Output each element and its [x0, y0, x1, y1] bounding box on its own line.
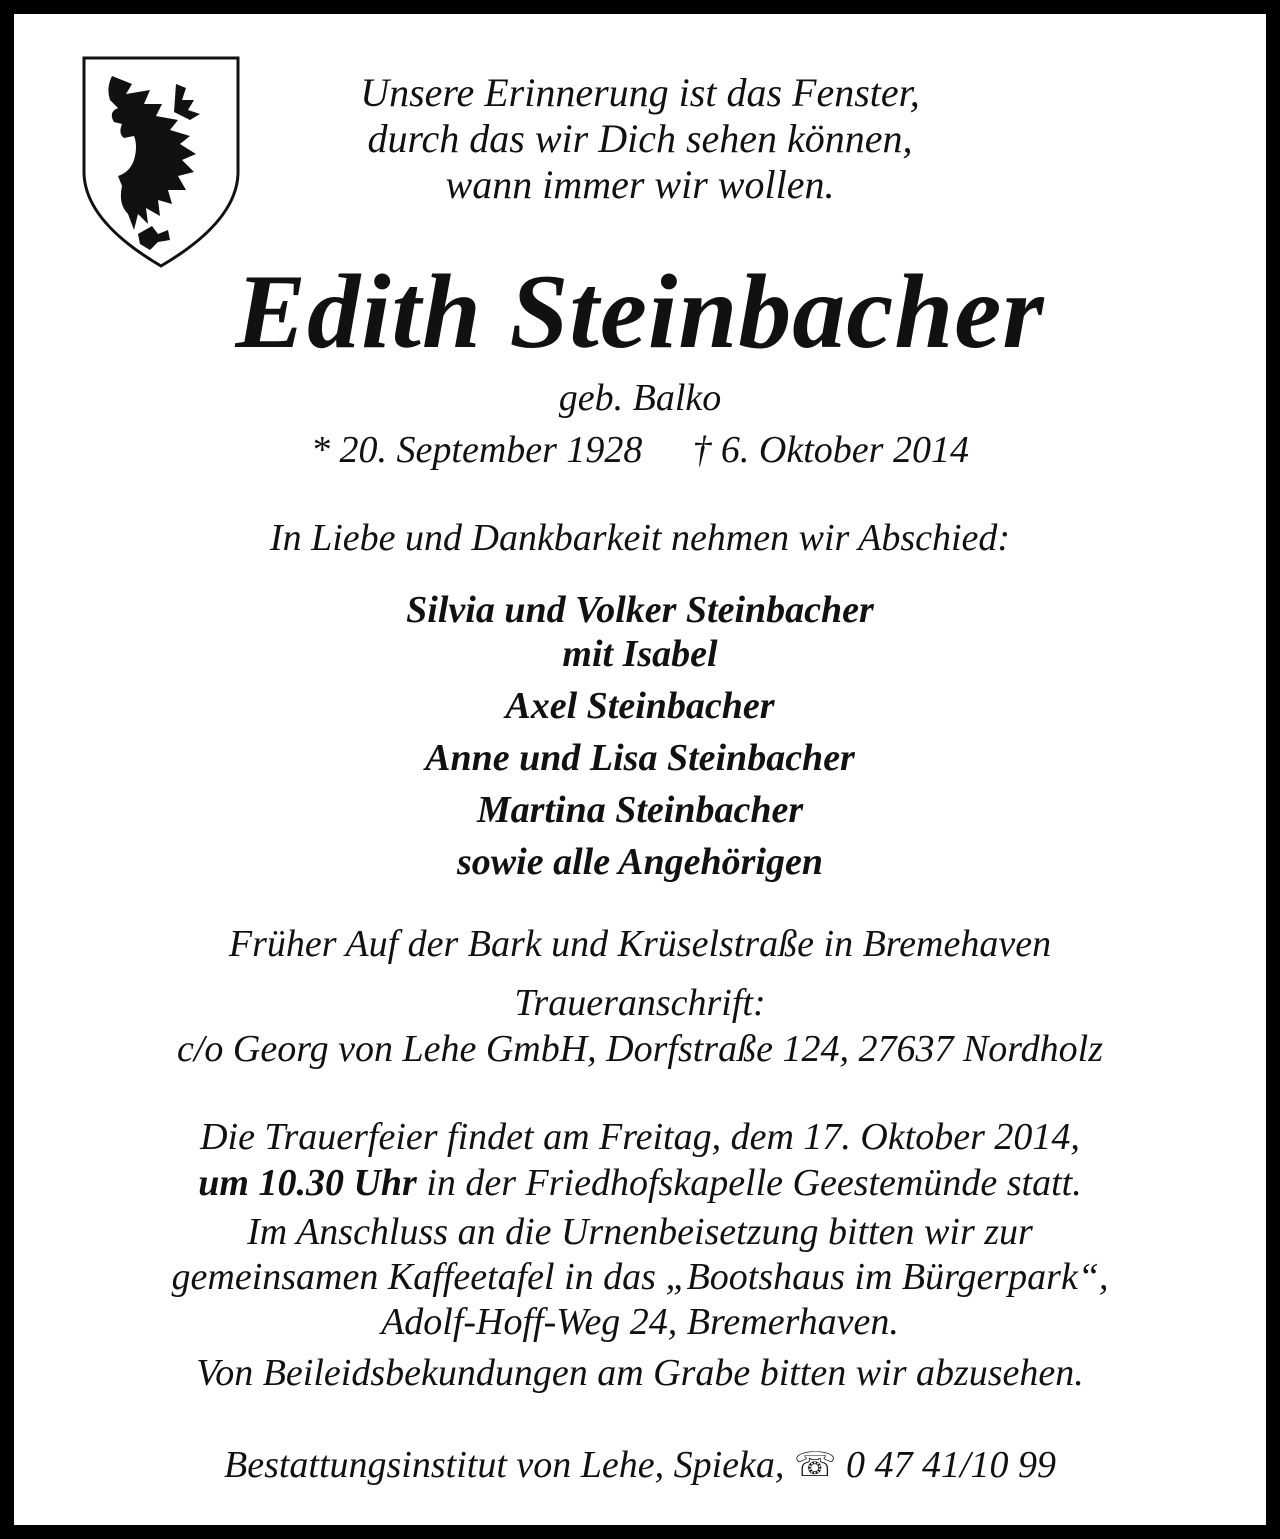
mourner-item: sowie alle Angehörigen: [457, 841, 823, 883]
ceremony-line-2: [14, 1160, 1266, 1206]
mourner-item: Anne und Lisa Steinbacher: [425, 737, 855, 779]
mourning-address: [14, 980, 1266, 1072]
ceremony-time: um 10.30 Uhr: [198, 1162, 417, 1204]
poem-line-1: Unsere Erinnerung ist das Fenster,: [360, 70, 920, 115]
funeral-home: [14, 1442, 1266, 1489]
maiden-name: geb. Balko: [558, 377, 722, 419]
ceremony-location: in der Friedhofskapelle Geestemünde statt.: [416, 1162, 1082, 1204]
poem-line-2: durch das wir Dich sehen können,: [367, 116, 913, 161]
funeral-home-phone: 0 47 41/10 99: [845, 1444, 1057, 1486]
poem-line-3: wann immer wir wollen.: [445, 162, 835, 207]
mourner-item: Martina Steinbacher: [476, 789, 804, 831]
address-label: Traueranschrift:: [514, 982, 766, 1024]
life-dates: [14, 428, 1266, 472]
condolence-note: Von Beileidsbekundungen am Grabe bitten wir abzusehen.: [196, 1352, 1084, 1394]
memorial-poem: [14, 70, 1266, 208]
reception-line-1: Im Anschluss an die Urnenbeisetzung bitten wir zur: [247, 1211, 1033, 1253]
telephone-icon: ☏: [793, 1447, 837, 1484]
former-residence: Früher Auf der Bark und Krüselstraße in Bremehaven: [228, 923, 1052, 965]
mourner-item: Silvia und Volker Steinbacher: [406, 589, 874, 631]
deceased-name: Edith Steinbacher: [235, 253, 1045, 370]
reception-line-2: gemeinsamen Kaffeetafel in das „Bootshaus im Bürgerpark“,: [171, 1256, 1109, 1298]
death-date: † 6. Oktober 2014: [692, 429, 969, 471]
ceremony-info: [14, 1114, 1266, 1206]
birth-date: * 20. September 1928: [311, 429, 643, 471]
reception-info: [14, 1210, 1266, 1345]
address-value: c/o Georg von Lehe GmbH, Dorfstraße 124, 27637 Nordholz: [176, 1028, 1104, 1070]
funeral-home-name: Bestattungsinstitut von Lehe, Spieka,: [223, 1444, 785, 1486]
mourner-item: Axel Steinbacher: [505, 685, 775, 727]
farewell-line: In Liebe und Dankbarkeit nehmen wir Abschied:: [269, 517, 1011, 559]
mourners-list: [14, 588, 1266, 888]
mourner-item: mit Isabel: [562, 633, 718, 675]
ceremony-line-1: Die Trauerfeier findet am Freitag, dem 17. Oktober 2014,: [200, 1116, 1080, 1158]
reception-line-3: Adolf-Hoff-Weg 24, Bremerhaven.: [381, 1301, 899, 1343]
